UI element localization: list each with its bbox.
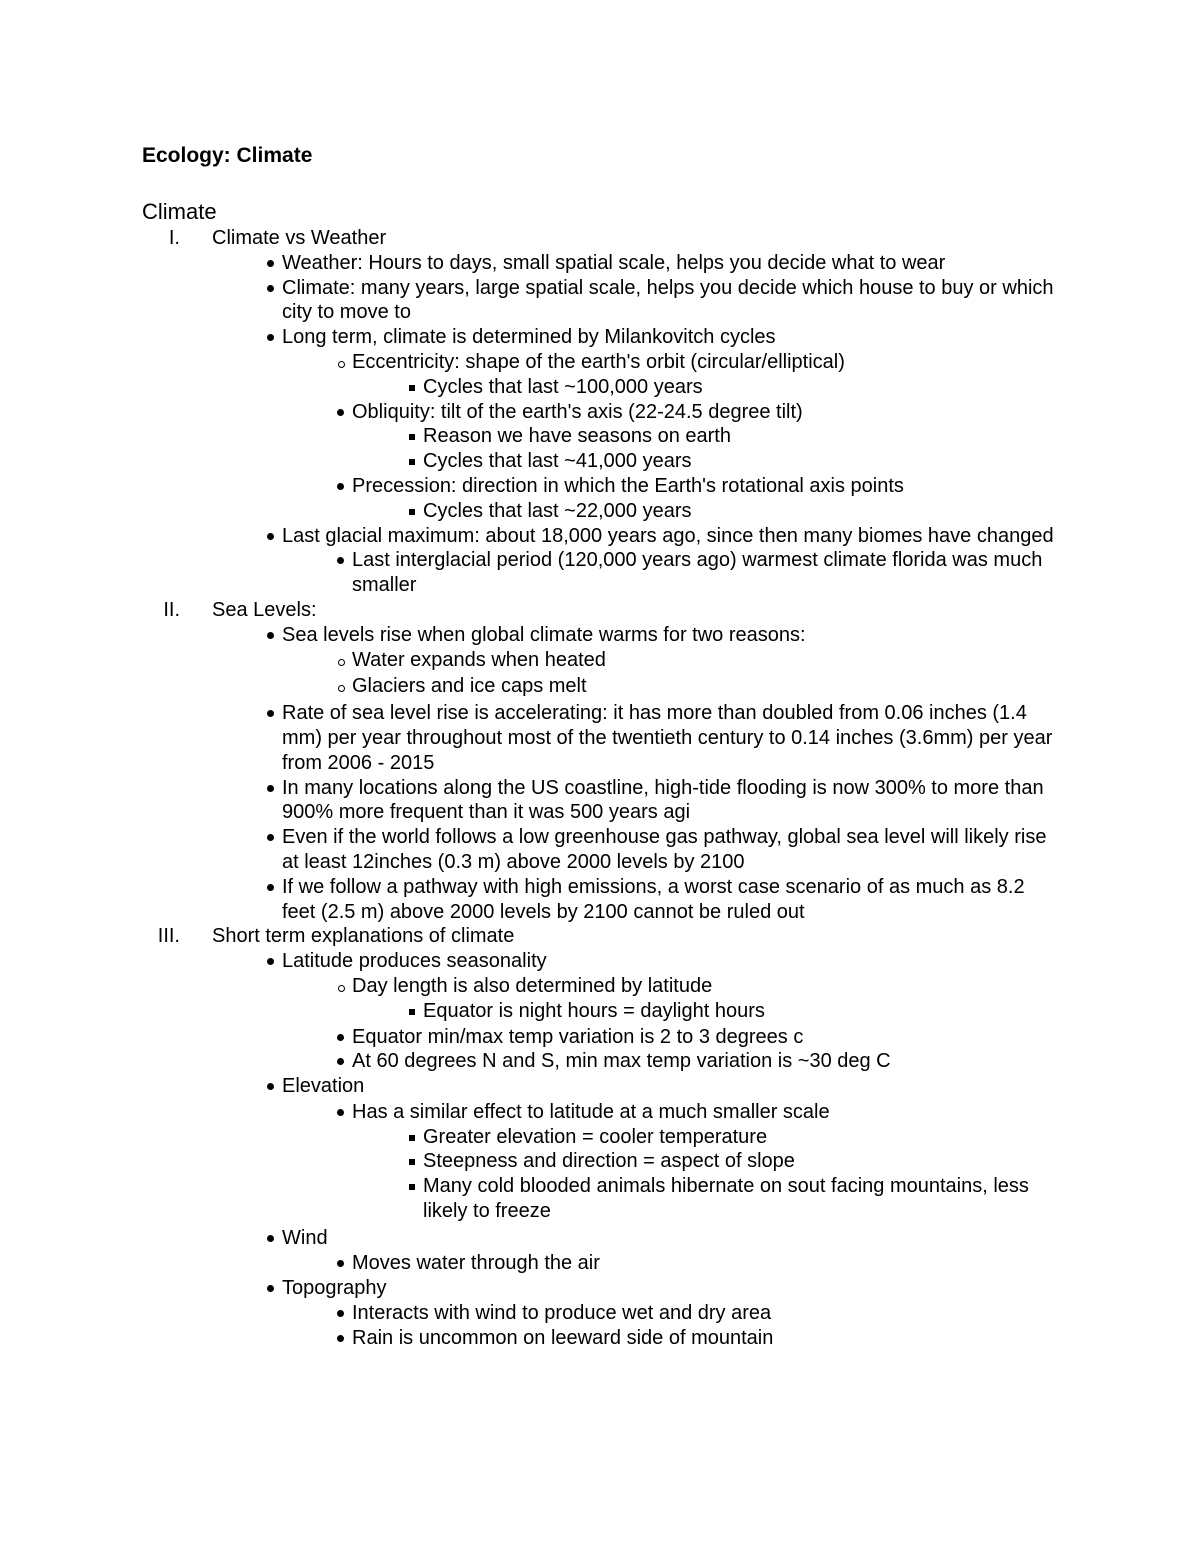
outline-item-text: Weather: Hours to days, small spatial scale, helps you decide what to wear xyxy=(282,251,946,274)
outline-item-text: Equator min/max temp variation is 2 to 3 degrees c xyxy=(352,1025,804,1048)
outline-item-level-2 xyxy=(142,1301,1122,1326)
section-heading: Climate xyxy=(142,199,217,224)
outline-item-text: Moves water through the air xyxy=(352,1251,600,1274)
outline-item-level-1 xyxy=(142,1276,1122,1301)
outline-item-text: Rate of sea level rise is accelerating: it has more than doubled from 0.06 inches (1.4 mm) per year throughout most of the twentieth century to 0.14 inches (3.6mm) per year from 2006 - 2015 xyxy=(282,702,1053,774)
outline-item-text: Glaciers and ice caps melt xyxy=(352,675,587,698)
outline-item-level-1 xyxy=(142,251,1122,276)
outline-item-level-1 xyxy=(142,1226,1122,1251)
outline-item-level-3 xyxy=(142,499,1122,524)
outline-item-text: Sea Levels: xyxy=(212,598,317,621)
outline-item-text: Last interglacial period (120,000 years ago) warmest climate florida was much smaller xyxy=(352,549,1043,597)
outline-item-text: Last glacial maximum: about 18,000 years ago, since then many biomes have changed xyxy=(282,524,1054,547)
outline-item-level-3 xyxy=(142,375,1122,400)
outline-item-level-2 xyxy=(142,648,1122,673)
outline-item-text: Day length is also determined by latitude xyxy=(352,974,713,997)
outline-item-level-3 xyxy=(142,449,1122,474)
outline-item-level-1 xyxy=(142,875,1122,925)
outline-item-level-1 xyxy=(142,825,1122,875)
document-title: Ecology: Climate xyxy=(142,144,313,167)
roman-numeral-marker: II. xyxy=(163,598,180,621)
outline-item-text: Topography xyxy=(282,1277,387,1300)
outline-item-level-0 xyxy=(142,924,1122,949)
outline-item-level-1 xyxy=(142,776,1122,826)
outline-item-text: Even if the world follows a low greenhouse gas pathway, global sea level will likely rise at least 12inches (0.3 m) above 2000 levels by 2100 xyxy=(282,826,1047,873)
outline-item-text: Elevation xyxy=(282,1075,365,1098)
outline-item-level-1 xyxy=(142,325,1122,350)
outline-item-text: At 60 degrees N and S, min max temp variation is ~30 deg C xyxy=(352,1050,891,1073)
outline-item-text: Wind xyxy=(282,1226,328,1249)
outline-item-text: If we follow a pathway with high emissions, a worst case scenario of as much as 8.2 feet (2.5 m) above 2000 levels by 2100 cannot be ruled out xyxy=(282,875,1025,923)
outline-item-text: Long term, climate is determined by Milankovitch cycles xyxy=(282,326,776,349)
outline-item-text: Rain is uncommon on leeward side of mountain xyxy=(352,1327,774,1350)
outline-item-text: Climate: many years, large spatial scale, helps you decide which house to buy or which city to move to xyxy=(282,276,1054,324)
outline-item-level-2 xyxy=(142,1326,1122,1351)
outline-item-text: Steepness and direction = aspect of slope xyxy=(423,1150,795,1173)
outline-item-text: Latitude produces seasonality xyxy=(282,950,547,973)
outline-item-text: Short term explanations of climate xyxy=(212,925,515,948)
outline-list xyxy=(142,226,1122,1351)
outline-item-level-2 xyxy=(142,400,1122,425)
outline-item-level-1 xyxy=(142,623,1122,648)
outline-item-text: Interacts with wind to produce wet and dry area xyxy=(352,1302,772,1325)
outline-item-level-3 xyxy=(142,424,1122,449)
outline-item-text: Equator is night hours = daylight hours xyxy=(423,999,765,1022)
outline-item-level-2 xyxy=(142,674,1122,699)
outline-item-text: Obliquity: tilt of the earth's axis (22-24.5 degree tilt) xyxy=(352,400,803,423)
outline-item-text: Has a similar effect to latitude at a much smaller scale xyxy=(352,1100,830,1123)
outline-item-text: Cycles that last ~41,000 years xyxy=(423,450,692,473)
outline-item-text: Climate vs Weather xyxy=(212,227,387,249)
outline-item-text: Greater elevation = cooler temperature xyxy=(423,1125,768,1148)
outline-item-level-1 xyxy=(142,701,1122,775)
outline-item-level-1 xyxy=(142,524,1122,549)
outline-item-level-2 xyxy=(142,1025,1122,1050)
outline-item-text: In many locations along the US coastline, high-tide flooding is now 300% to more than 900% more frequent than it was 500 years agi xyxy=(282,776,1044,824)
outline-item-text: Water expands when heated xyxy=(352,648,606,671)
outline-item-level-1 xyxy=(142,949,1122,974)
outline-item-level-1 xyxy=(142,1074,1122,1099)
outline-item-level-3 xyxy=(142,999,1122,1024)
outline-item-level-2 xyxy=(142,1049,1122,1074)
outline-item-level-2 xyxy=(142,350,1122,375)
outline-item-level-3 xyxy=(142,1149,1122,1174)
roman-numeral-marker: III. xyxy=(157,925,180,948)
outline-item-level-2 xyxy=(142,548,1122,598)
outline-item-level-1 xyxy=(142,276,1122,326)
outline-item-level-2 xyxy=(142,974,1122,999)
outline-item-level-3 xyxy=(142,1174,1122,1224)
outline-item-text: Sea levels rise when global climate warms for two reasons: xyxy=(282,623,806,646)
outline-item-text: Cycles that last ~100,000 years xyxy=(423,375,703,398)
outline-item-text: Reason we have seasons on earth xyxy=(423,425,731,448)
outline-item-level-2 xyxy=(142,1100,1122,1125)
outline-item-text: Many cold blooded animals hibernate on sout facing mountains, less likely to freeze xyxy=(423,1175,1029,1223)
outline-item-text: Eccentricity: shape of the earth's orbit (circular/elliptical) xyxy=(352,350,845,373)
outline-item-text: Cycles that last ~22,000 years xyxy=(423,499,692,522)
outline-item-level-2 xyxy=(142,1251,1122,1276)
outline-item-text: Precession: direction in which the Earth's rotational axis points xyxy=(352,474,904,497)
outline-item-level-2 xyxy=(142,474,1122,499)
outline-item-level-0 xyxy=(142,226,1122,251)
outline-item-level-3 xyxy=(142,1125,1122,1150)
roman-numeral-marker: I. xyxy=(168,227,180,249)
outline-item-level-0 xyxy=(142,598,1122,623)
